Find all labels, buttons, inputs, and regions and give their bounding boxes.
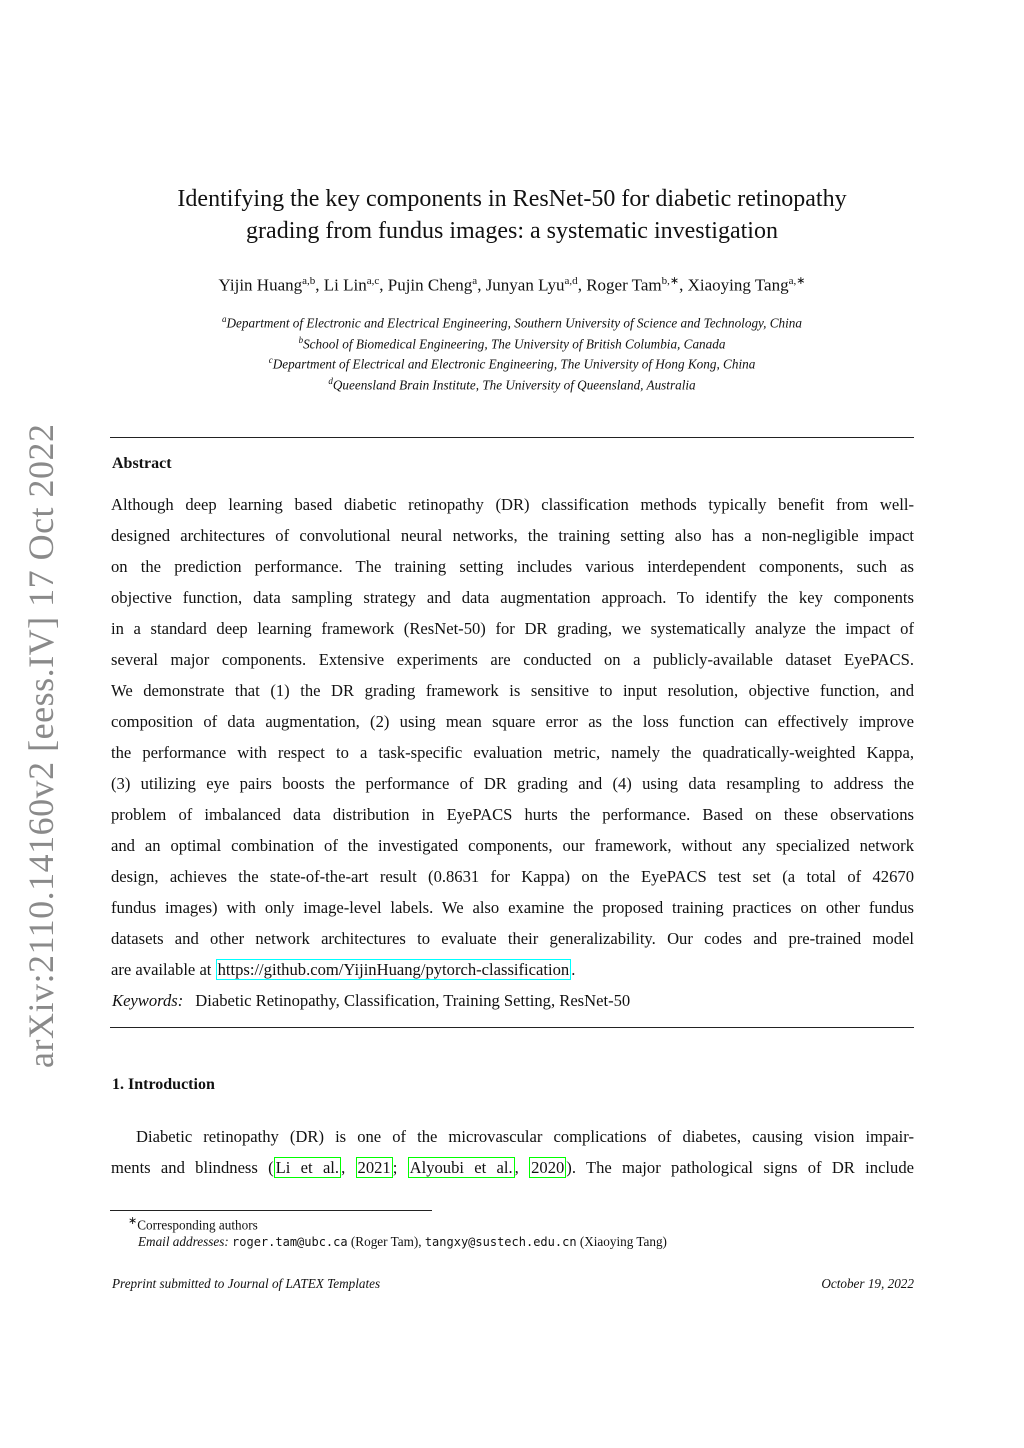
author-affil-mark: a,b <box>302 275 316 287</box>
abstract-body <box>111 489 914 985</box>
abstract-line: problem of imbalanced data distribution in EyePACS hurts the performance. Based on these observations <box>111 805 914 824</box>
affiliation <box>110 332 914 353</box>
intro-text: ). The major pathological signs of DR include <box>566 1158 915 1177</box>
affil-mark: a <box>222 314 227 324</box>
abstract-line: fundus images) with only image-level labels. We also examine the proposed training practices on other fundus <box>111 898 914 917</box>
footnote-rule <box>110 1210 432 1211</box>
footnote <box>128 1213 667 1251</box>
author: Junyan Lyu <box>485 275 565 295</box>
citation-link[interactable]: 2021 <box>357 1158 391 1177</box>
author: Li Lin <box>323 275 367 295</box>
footnote-text: Corresponding authors <box>137 1217 258 1233</box>
abstract-line: several major components. Extensive experiments are conducted on a publicly-available dataset EyePACS. <box>111 650 914 669</box>
abstract-line: datasets and other network architectures to evaluate their generalizability. Our codes and pre-trained model <box>111 929 914 948</box>
abstract-heading: Abstract <box>112 455 172 472</box>
email-label: Email addresses: <box>138 1234 229 1250</box>
abstract-bottom-rule <box>110 1027 914 1028</box>
abstract-line: in a standard deep learning framework (ResNet-50) for DR grading, we systematically analyze the impact of <box>111 619 914 638</box>
author: Roger Tam <box>586 275 662 295</box>
footer-journal: Preprint submitted to Journal of LATEX Templates <box>112 1276 381 1291</box>
abstract-line: on the prediction performance. The training setting includes various interdependent components, such as <box>111 557 914 576</box>
abstract-line: composition of data augmentation, (2) using mean square error as the loss function can effectively improve <box>111 712 914 731</box>
email-address[interactable]: tangxy@sustech.edu.cn <box>424 1235 577 1250</box>
section-heading-introduction: 1. Introduction <box>112 1076 215 1093</box>
citation-link[interactable]: Li et al. <box>275 1158 340 1177</box>
email-owner: (Roger Tam), <box>350 1234 422 1250</box>
keywords-label: Keywords: <box>112 991 184 1010</box>
author-affil-mark: a,c <box>366 275 380 287</box>
paper-title <box>110 183 914 247</box>
github-link[interactable]: https://github.com/YijinHuang/pytorch-classification <box>217 960 570 979</box>
affil-text: Department of Electronic and Electrical Engineering, Southern University of Science and Technology, China <box>226 315 802 331</box>
author: Yijin Huang <box>218 275 303 295</box>
abstract-line: Although deep learning based diabetic retinopathy (DR) classification methods typically benefit from well- <box>111 495 914 514</box>
intro-text: , <box>341 1158 356 1177</box>
affil-text: School of Biomedical Engineering, The University of British Columbia, Canada <box>303 336 726 352</box>
footnote-mark: ∗ <box>128 1215 138 1227</box>
title-line-1: Identifying the key components in ResNet-50 for diabetic retinopathy <box>177 186 847 212</box>
abstract-line: objective function, data sampling strategy and data augmentation approach. To identify the key components <box>111 588 914 607</box>
affil-mark: d <box>328 376 333 387</box>
footnote-line <box>128 1213 667 1233</box>
abstract-line: designed architectures of convolutional neural networks, the training setting also has a non-negligible impact <box>111 526 914 545</box>
author: Pujin Cheng <box>387 275 473 295</box>
abstract-line: the performance with respect to a task-specific evaluation metric, namely the quadratically-weighted Kappa, <box>111 743 914 762</box>
affiliation <box>110 311 914 332</box>
affil-text: Department of Electrical and Electronic Engineering, The University of Hong Kong, China <box>272 356 756 372</box>
title-line-2: grading from fundus images: a systematic investigation <box>246 218 778 244</box>
abstract-link-prefix: are available at <box>111 960 216 979</box>
affiliation <box>110 352 914 373</box>
introduction-body <box>111 1121 914 1183</box>
abstract-line: and an optimal combination of the investigated components, our framework, without any specialized network <box>111 836 914 855</box>
intro-text: ; <box>392 1158 408 1177</box>
author-affil-mark: b,∗ <box>661 275 680 287</box>
keywords <box>112 991 630 1011</box>
intro-text: , <box>514 1158 530 1177</box>
abstract-line: design, achieves the state-of-the-art result (0.8631 for Kappa) on the EyePACS test set (a total of 42670 <box>111 867 914 886</box>
affiliation <box>110 373 914 394</box>
affil-mark: b <box>298 334 304 345</box>
intro-text: ments and blindness ( <box>111 1158 274 1177</box>
abstract-link-suffix: . <box>571 960 576 979</box>
author-affil-mark: a,∗ <box>788 275 806 287</box>
intro-line <box>111 1152 914 1183</box>
email-address[interactable]: roger.tam@ubc.ca <box>232 1235 348 1250</box>
citation-link[interactable]: Alyoubi et al. <box>409 1158 513 1177</box>
email-owner: (Xiaoying Tang) <box>579 1234 667 1250</box>
citation-link[interactable]: 2020 <box>531 1158 565 1177</box>
footnote-emails <box>128 1233 667 1251</box>
abstract-line-last <box>111 954 914 985</box>
affil-mark: c <box>268 355 273 366</box>
author-affil-mark: a,d <box>564 275 578 287</box>
arxiv-stamp: arXiv:2110.14160v2 [eess.IV] 17 Oct 2022 <box>21 423 61 1068</box>
author: Xiaoying Tang <box>687 275 789 295</box>
affil-text: Queensland Brain Institute, The University of Queensland, Australia <box>332 377 696 393</box>
footer-date: October 19, 2022 <box>821 1276 914 1291</box>
author-affil-mark: a <box>472 275 478 287</box>
abstract-line: (3) utilizing eye pairs boosts the performance of DR grading and (4) using data resampling to address the <box>111 774 914 793</box>
author-list: Yijin Huang$^{a,b}$, Li Lin$^{a,c}$, Pujin Cheng$^a$, Junyan Lyu$^{a,d}$, Roger Tam$^{b,∗}$, Xiaoying Tang$^{a,∗}$ <box>218 275 806 295</box>
abstract-line: We demonstrate that (1) the DR grading framework is sensitive to input resolution, objective function, and <box>111 681 914 700</box>
affiliation-list <box>110 311 914 394</box>
abstract-top-rule <box>110 437 914 438</box>
keywords-text: Diabetic Retinopathy, Classification, Training Setting, ResNet-50 <box>195 991 631 1010</box>
intro-line: Diabetic retinopathy (DR) is one of the microvascular complications of diabetes, causing vision impair- <box>136 1127 914 1146</box>
